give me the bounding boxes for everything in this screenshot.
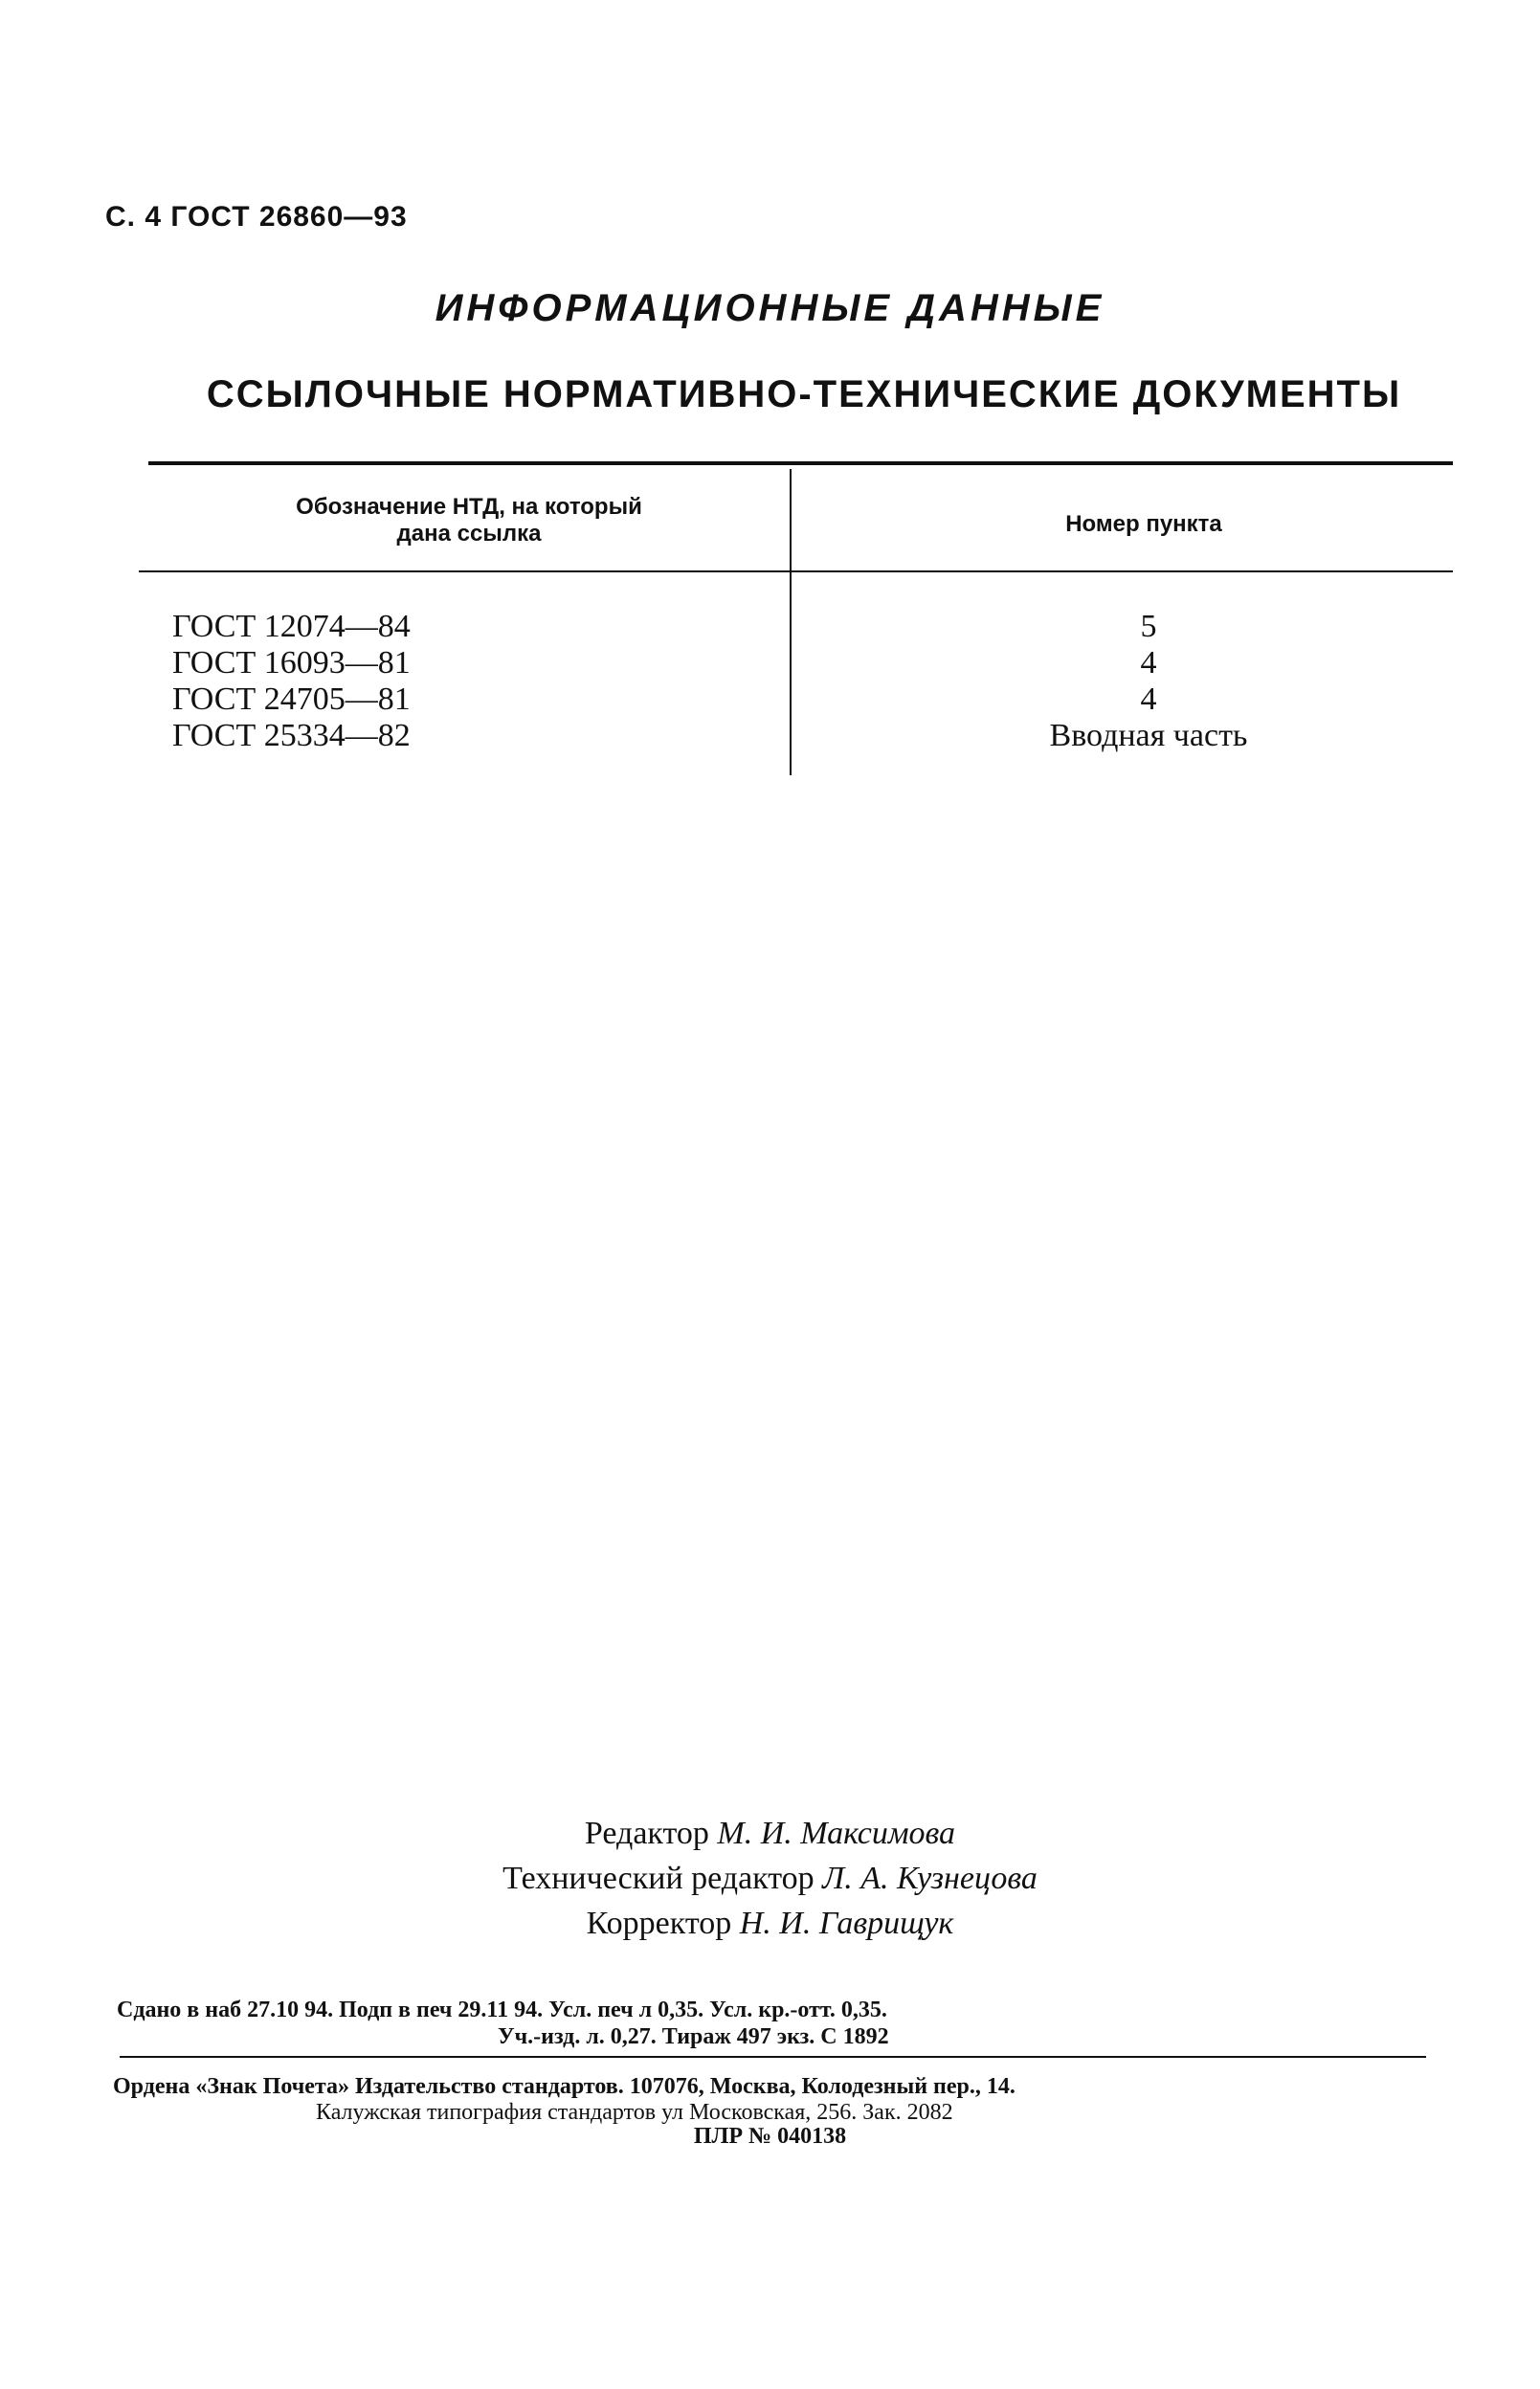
imprint-rule [120,2056,1426,2058]
row-document: ГОСТ 25334—82 [172,718,411,753]
imprint-license: ПЛР № 040138 [693,2124,847,2149]
imprint-printing-house: Калужская типография стандартов ул Московская, 256. Зак. 2082 [316,2100,953,2125]
row-document: ГОСТ 12074—84 [172,609,411,644]
row-document: ГОСТ 24705—81 [172,681,411,717]
column-header-document: Обозначение НТД, на который дана ссылка [296,494,642,547]
row-item: Вводная часть [1049,718,1248,753]
column-header-item: Номер пункта [1065,511,1222,537]
editor-name: М. И. Максимова [717,1816,956,1851]
table-row [172,718,411,754]
row-item: 5 [1140,609,1157,644]
section-title: ИНФОРМАЦИОННЫЕ ДАННЫЕ [435,287,1105,329]
tech-editor-name: Л. А. Кузнецова [822,1861,1038,1896]
table-column-divider [790,469,792,775]
imprint-publisher: Ордена «Знак Почета» Издательство стандартов. 107076, Москва, Колодезный пер., 14. [113,2074,1016,2099]
table-row [172,645,411,681]
table-row [172,681,411,718]
page-header: С. 4 ГОСТ 26860—93 [105,201,408,233]
imprint-dates: Сдано в наб 27.10 94. Подп в печ 29.11 94. Усл. печ л 0,35. Усл. кр.-отт. 0,35. [117,1998,887,2022]
corrector-line: Корректор Н. И. Гаврищук [586,1906,954,1941]
row-item: 4 [1140,645,1157,681]
editor-line: Редактор М. И. Максимова [584,1816,956,1851]
tech-editor-line: Технический редактор Л. А. Кузнецова [502,1861,1038,1896]
corrector-name: Н. И. Гаврищук [739,1906,954,1941]
table-row [172,609,411,645]
row-document: ГОСТ 16093—81 [172,645,411,681]
section-subtitle: ССЫЛОЧНЫЕ НОРМАТИВНО-ТЕХНИЧЕСКИЕ ДОКУМЕНТЫ [206,373,1402,415]
table-top-rule [148,461,1453,465]
row-item: 4 [1140,681,1157,717]
imprint-print-run: Уч.-изд. л. 0,27. Тираж 497 экз. С 1892 [498,2024,889,2049]
table-header-rule [139,570,1453,572]
